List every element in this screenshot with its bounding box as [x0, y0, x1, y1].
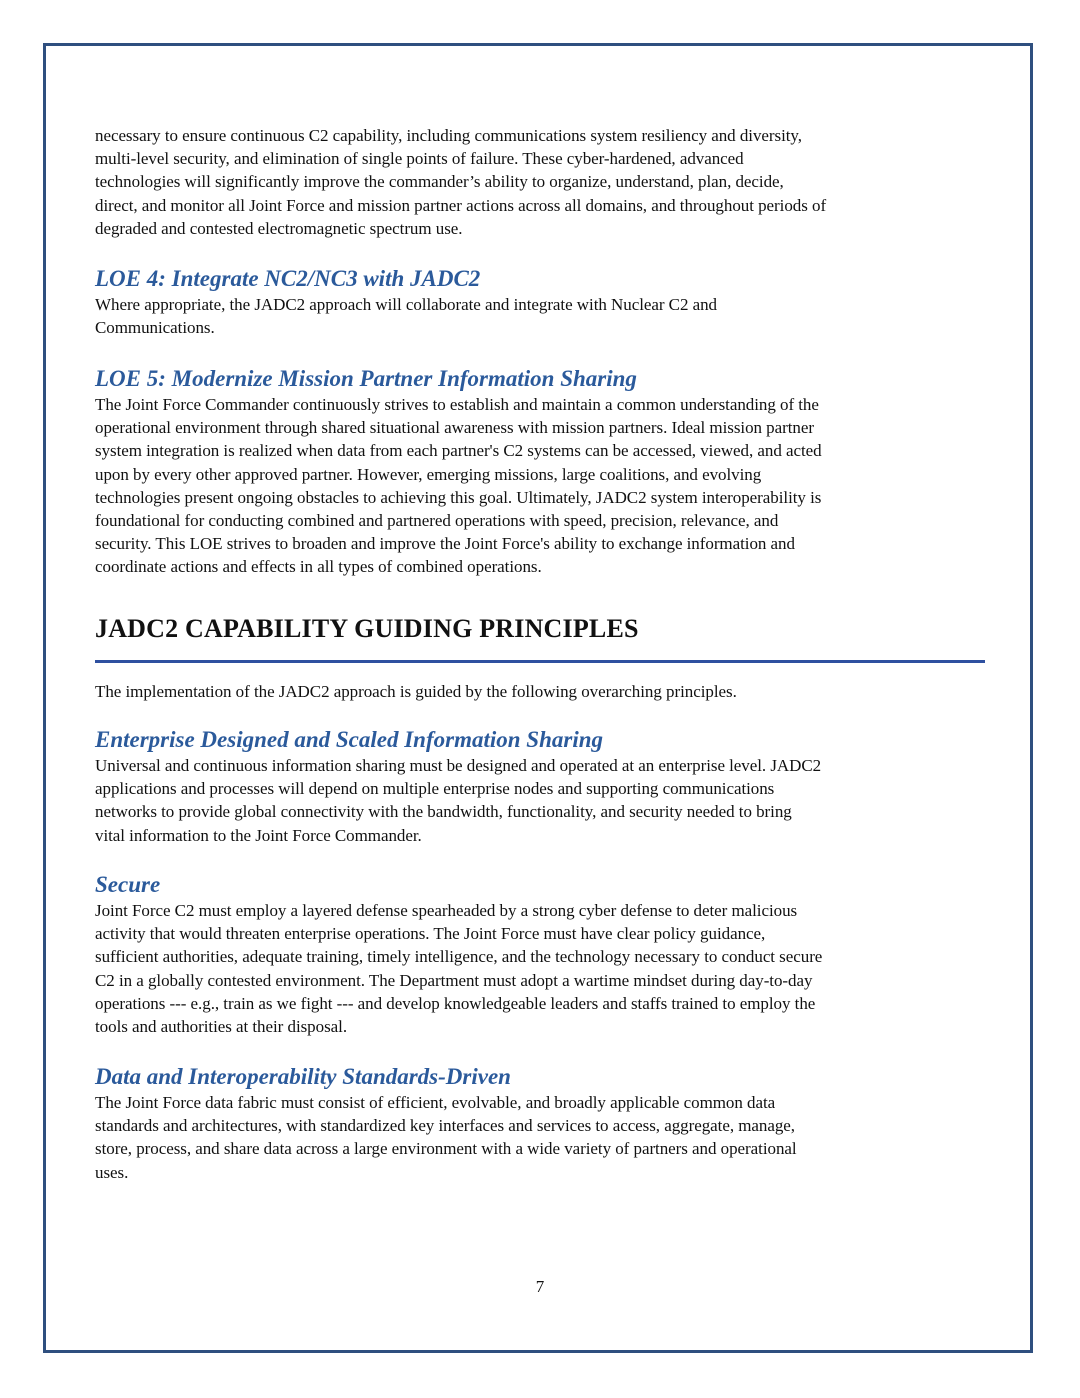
text-line: networks to provide global connectivity with the bandwidth, functionality, and security needed to bring [95, 802, 792, 822]
text-line: multi-level security, and elimination of single points of failure. These cyber-hardened, advanced [95, 149, 744, 169]
text-line: Joint Force C2 must employ a layered defense spearheaded by a strong cyber defense to deter malicious [95, 901, 798, 920]
principle-secure [95, 871, 990, 1038]
text-line: degraded and contested electromagnetic spectrum use. [95, 218, 463, 238]
text-line: technologies present ongoing obstacles to achieving this goal. Ultimately, JADC2 system interoperability is [95, 487, 822, 507]
principle-heading: Enterprise Designed and Scaled Information Sharing [95, 727, 604, 752]
text-line: applications and processes will depend on multiple enterprise nodes and supporting communications [95, 779, 775, 799]
text-line: Where appropriate, the JADC2 approach will collaborate and integrate with Nuclear C2 and [95, 295, 718, 314]
text-line: coordinate actions and effects in all types of combined operations. [95, 557, 542, 577]
text-line: direct, and monitor all Joint Force and mission partner actions across all domains, and throughout periods of [95, 195, 827, 215]
text-line: Communications. [95, 318, 215, 338]
section-intro [95, 680, 990, 703]
loe4-heading: LOE 4: Integrate NC2/NC3 with JADC2 [95, 266, 481, 291]
principle-heading: Data and Interoperability Standards-Driven [95, 1064, 511, 1089]
text-line: tools and authorities at their disposal. [95, 1017, 348, 1037]
principle-data [95, 1063, 990, 1184]
intro-paragraph [95, 124, 990, 240]
text-line: C2 in a globally contested environment. The Department must adopt a wartime mindset during day-to-day [95, 970, 813, 990]
section-divider [95, 660, 985, 663]
text-line: Universal and continuous information sharing must be designed and operated at an enterprise level. JADC2 [95, 756, 822, 775]
text-line: The implementation of the JADC2 approach is guided by the following overarching principles. [95, 682, 737, 701]
principle-enterprise [95, 726, 990, 847]
text-line: security. This LOE strives to broaden and improve the Joint Force's ability to exchange information and [95, 534, 795, 554]
principle-heading: Secure [95, 872, 161, 897]
loe4-section [95, 265, 990, 339]
section-heading: JADC2 CAPABILITY GUIDING PRINCIPLES [95, 614, 639, 643]
text-line: necessary to ensure continuous C2 capability, including communications system resiliency and diversity, [95, 126, 802, 145]
loe5-heading: LOE 5: Modernize Mission Partner Information Sharing [95, 366, 637, 391]
text-line: The Joint Force Commander continuously strives to establish and maintain a common understanding of the [95, 395, 819, 414]
text-line: standards and architectures, with standardized key interfaces and services to access, aggregate, manage, [95, 1116, 795, 1136]
text-line: foundational for conducting combined and partnered operations with speed, precision, relevance, and [95, 511, 779, 531]
text-line: upon by every other approved partner. However, emerging missions, large coalitions, and evolving [95, 464, 762, 484]
text-line: activity that would threaten enterprise operations. The Joint Force must have clear policy guidance, [95, 924, 766, 944]
text-line: operational environment through shared situational awareness with mission partners. Ideal mission partner [95, 418, 814, 438]
text-line: uses. [95, 1162, 129, 1182]
page-number: 7 [535, 1277, 545, 1296]
guiding-principles-section [95, 614, 990, 644]
text-line: The Joint Force data fabric must consist of efficient, evolvable, and broadly applicable common data [95, 1093, 776, 1112]
text-line: technologies will significantly improve the commander’s ability to organize, understand, plan, decide, [95, 172, 784, 192]
text-line: vital information to the Joint Force Commander. [95, 825, 422, 845]
text-line: store, process, and share data across a large environment with a wide variety of partners and operational [95, 1139, 797, 1159]
text-line: operations --- e.g., train as we fight --- and develop knowledgeable leaders and staffs trained to employ the [95, 993, 816, 1013]
text-line: sufficient authorities, adequate training, timely intelligence, and the technology necessary to conduct secure [95, 947, 823, 967]
loe5-section [95, 365, 990, 579]
text-line: system integration is realized when data from each partner's C2 systems can be accessed, viewed, and acted [95, 441, 822, 461]
